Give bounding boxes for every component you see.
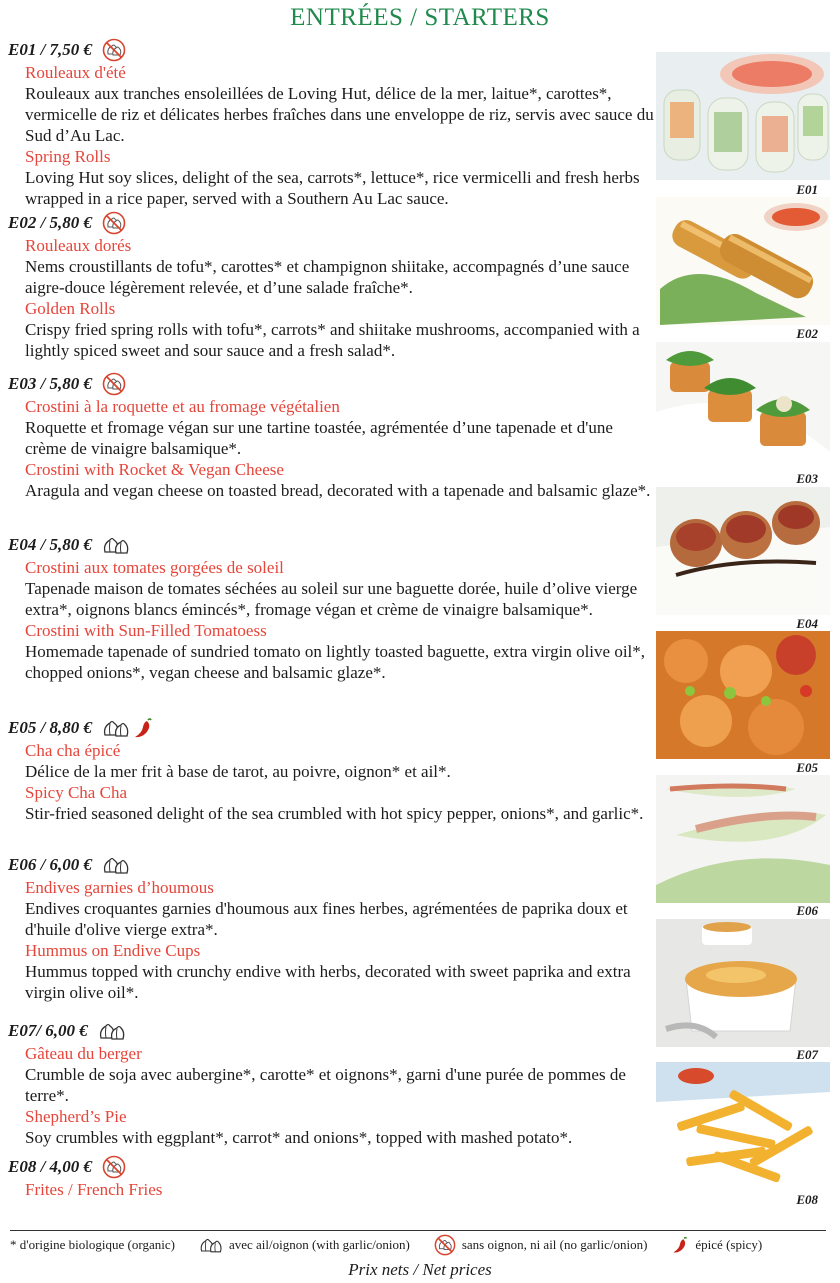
item-code-price: E01 / 7,50 € [8,40,93,59]
spring-rolls-photo [656,52,830,180]
item-desc-en: Crispy fried spring rolls with tofu*, carrots* and shiitake mushrooms, accompanied with a lightly spiced sweet and sour sauce and a fresh salad*. [25,320,640,360]
item-desc-fr: Roquette et fromage végan sur une tartine toastée, agrémentée d’une tapenade et d'une crème de vinaigre balsamique*. [25,418,613,458]
menu-item-e01 [8,38,656,209]
item-name-fr: Rouleaux d'été [25,63,126,82]
menu-item-e07 [8,1019,656,1148]
no-garlic-onion-icon [102,1155,126,1179]
legend-spicy: épicé (spicy) [695,1237,763,1252]
photo-label: E02 [796,326,818,341]
photo-label: E01 [796,182,818,197]
item-icons [102,38,126,62]
shepherds-pie-photo [656,919,830,1047]
garlic-onion-icon [102,854,130,876]
menu-item-e02 [8,211,656,361]
spicy-cha-cha-photo [656,631,830,759]
item-icons [98,1020,126,1042]
photo-label: E05 [796,760,818,775]
golden-rolls-photo [656,197,830,325]
item-code-price: E02 / 5,80 € [8,213,93,232]
item-name-fr: Rouleaux dorés [25,236,132,255]
item-name-en: Spring Rolls [25,147,111,166]
garlic-onion-icon [199,1235,223,1255]
item-name-en: Golden Rolls [25,299,116,318]
item-desc-fr: Crumble de soja avec aubergine*, carotte* et oignons*, garni d'une purée de pommes de terre*. [25,1065,626,1105]
menu-item-e05 [8,716,656,824]
menu-item-e03 [8,372,656,501]
item-desc-fr: Endives croquantes garnies d'houmous aux fines herbes, agrémentées de paprika doux et d'huile d'olive vierge extra*. [25,899,628,939]
garlic-onion-icon [98,1020,126,1042]
item-name-en: Crostini with Sun-Filled Tomatoess [25,621,267,640]
item-code-price: E04 / 5,80 € [8,535,93,554]
item-name-en: Spicy Cha Cha [25,783,127,802]
item-icons [102,716,154,740]
item-desc-en: Loving Hut soy slices, delight of the sea, carrots*, lettuce*, rice vermicelli and fresh herbs wrapped in a rice paper, served with a Southern Au Lac sauce. [25,168,640,208]
item-icons [102,854,130,876]
item-code-price: E06 / 6,00 € [8,855,93,874]
item-desc-en: Aragula and vegan cheese on toasted bread, decorated with a tapenade and balsamic glaze*. [25,481,651,500]
item-desc-en: Soy crumbles with eggplant*, carrot* and onions*, topped with mashed potato*. [25,1128,573,1147]
legend [10,1234,830,1256]
item-desc-fr: Délice de la mer frit à base de tarot, au poivre, oignon* et ail*. [25,762,451,781]
no-garlic-onion-icon [434,1234,456,1256]
item-icons [102,372,126,396]
menu-item-e04 [8,533,656,683]
legend-no-garlic: sans oignon, ni ail (no garlic/onion) [461,1237,648,1252]
no-garlic-onion-icon [102,372,126,396]
page-title: ENTRÉES / STARTERS [290,4,550,31]
item-name-fr: Gâteau du berger [25,1044,142,1063]
footer-divider [10,1230,826,1231]
item-name-fr: Crostini à la roquette et au fromage végétalien [25,397,340,416]
item-icons [102,211,126,235]
item-desc-fr: Nems croustillants de tofu*, carottes* et champignon shiitake, accompagnés d’une sauce aigre-douce légèrement relevée, et d’une salade fraîche*. [25,257,630,297]
endive-cups-photo [656,775,830,903]
footer-note: Prix nets / Net prices [348,1260,492,1279]
item-name-fr: Frites / French Fries [25,1180,163,1199]
photo-label: E04 [796,616,818,631]
no-garlic-onion-icon [102,38,126,62]
item-icons [102,534,130,556]
legend-organic: * d'origine biologique (organic) [10,1237,175,1252]
item-code-price: E05 / 8,80 € [8,718,93,737]
no-garlic-onion-icon [102,211,126,235]
item-name-fr: Endives garnies d’houmous [25,878,214,897]
item-desc-en: Homemade tapenade of sundried tomato on lightly toasted baguette, extra virgin olive oil*, chopped onions*, vegan cheese and balsamic glaze*. [25,642,646,682]
photo-label: E07 [796,1047,818,1062]
item-code-price: E08 / 4,00 € [8,1157,93,1176]
item-desc-fr: Tapenade maison de tomates séchées au soleil sur une baguette dorée, huile d’olive vierge extra*, oignons blancs émincés*, fromage végan et crème de vinaigre balsamique*. [25,579,638,619]
chili-pepper-icon [671,1235,689,1255]
item-name-en: Shepherd’s Pie [25,1107,127,1126]
garlic-onion-icon [102,717,130,739]
item-code-price: E03 / 5,80 € [8,374,93,393]
photo-label: E03 [796,471,818,486]
item-desc-en: Stir-fried seasoned delight of the sea crumbled with hot spicy pepper, onions*, and garlic*. [25,804,644,823]
menu-item-e08 [8,1155,656,1200]
item-code-price: E07/ 6,00 € [8,1021,88,1040]
item-icons [102,1155,126,1179]
crostini-rocket-photo [656,342,830,470]
legend-garlic: avec ail/oignon (with garlic/onion) [228,1237,410,1252]
photo-label: E06 [796,903,818,918]
item-name-en: Hummus on Endive Cups [25,941,201,960]
item-desc-fr: Rouleaux aux tranches ensoleillées de Loving Hut, délice de la mer, laitue*, carottes*, vermicelle de riz et délicates herbes fraîches dans une enveloppe de riz, servis avec sauce du Sud d’Au Lac. [25,84,654,145]
item-name-fr: Cha cha épicé [25,741,121,760]
menu-item-e06 [8,853,656,1003]
garlic-onion-icon [102,534,130,556]
item-desc-en: Hummus topped with crunchy endive with herbs, decorated with sweet paprika and extra virgin olive oil*. [25,962,631,1002]
french-fries-photo [656,1062,830,1190]
item-name-fr: Crostini aux tomates gorgées de soleil [25,558,284,577]
chili-pepper-icon [132,716,154,740]
item-name-en: Crostini with Rocket & Vegan Cheese [25,460,284,479]
crostini-tomato-photo [656,487,830,615]
photo-label: E08 [796,1192,818,1207]
